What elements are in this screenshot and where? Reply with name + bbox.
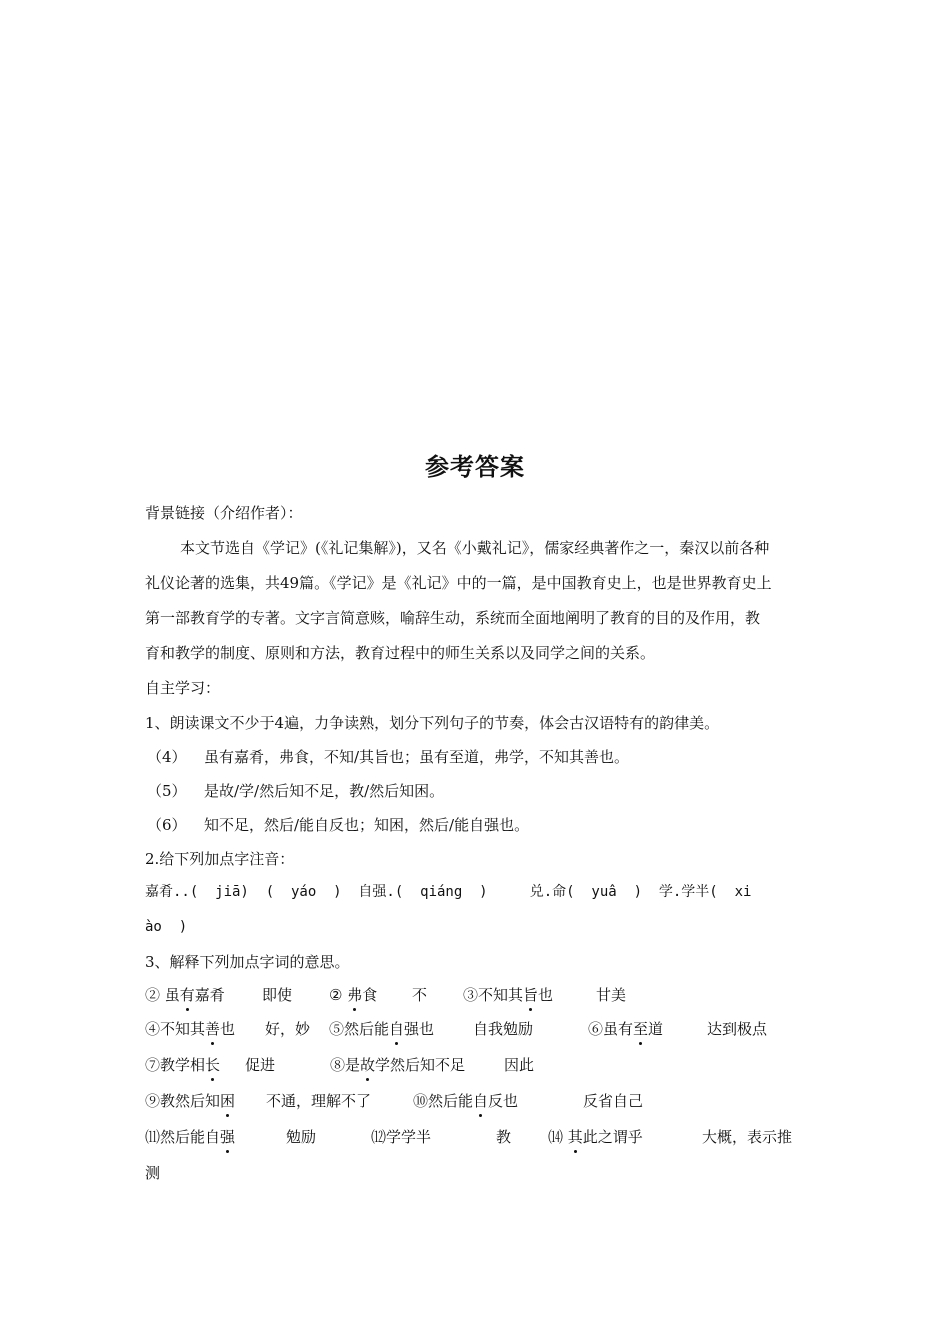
definition-meaning: 教 bbox=[496, 1128, 512, 1146]
emphasis-dot-char: 旨 bbox=[523, 986, 539, 1004]
emphasis-dot-char: 其 bbox=[567, 1128, 583, 1146]
definition-phrase: ④不知其善也 bbox=[145, 1020, 236, 1038]
definition-meaning: 因此 bbox=[504, 1056, 535, 1074]
definition-meaning: 不通，理解不了 bbox=[266, 1092, 372, 1110]
definition-phrase: ⑿学学半 bbox=[371, 1128, 432, 1146]
definition-meaning: 反省自己 bbox=[583, 1092, 644, 1110]
emphasis-dot-char: 弗 bbox=[347, 986, 363, 1004]
definition-phrase: ⒁ 其此之谓乎 bbox=[548, 1128, 643, 1146]
emphasis-dot-char: 故 bbox=[360, 1056, 376, 1074]
definition-meaning: 勉励 bbox=[286, 1128, 317, 1146]
pinyin-line-1: 嘉肴..( jiā) ( yáo ) 自强.( qiáng ) 兑.命( yuâ ) 学.学半( xi bbox=[145, 884, 752, 900]
definition-phrase: ② 弗食 bbox=[329, 986, 378, 1004]
definition-meaning: 促进 bbox=[245, 1056, 276, 1074]
emphasis-dot-char: 自 bbox=[473, 1092, 489, 1110]
question-2-prompt: 2.给下列加点字注音： bbox=[145, 850, 295, 868]
definition-phrase: ③不知其旨也 bbox=[463, 986, 554, 1004]
question-3-prompt: 3、解释下列加点字词的意思。 bbox=[145, 953, 350, 971]
emphasis-dot-char: 长 bbox=[205, 1056, 221, 1074]
definition-phrase: ⑩然后能自反也 bbox=[413, 1092, 519, 1110]
background-line-1: 本文节选自《学记》(《礼记集解》)，又名《小戴礼记》，儒家经典著作之一，秦汉以前各种 bbox=[180, 539, 770, 557]
definition-phrase: ② 虽有嘉肴 bbox=[145, 986, 225, 1004]
definition-meaning: 自我勉励 bbox=[473, 1020, 534, 1038]
background-line-2: 礼仪论著的选集，共49篇。《学记》是《礼记》中的一篇，是中国教育史上，也是世界教育史上 bbox=[145, 574, 772, 592]
background-heading: 背景链接（介绍作者）： bbox=[145, 504, 303, 522]
rhythm-item-text: 是故/学/然后知不足，教/然后知困。 bbox=[204, 782, 445, 800]
rhythm-item-text: 虽有嘉肴，弗食，不知/其旨也；虽有至道，弗学，不知其善也。 bbox=[204, 748, 630, 766]
definition-phrase: ⑥虽有至道 bbox=[588, 1020, 664, 1038]
definition-meaning: 大概，表示推 bbox=[702, 1128, 793, 1146]
definition-meaning: 好，妙 bbox=[265, 1020, 311, 1038]
emphasis-dot-char: 至 bbox=[633, 1020, 649, 1038]
pinyin-line-2: ào ) bbox=[145, 919, 188, 935]
rhythm-item-number: （4） bbox=[147, 748, 187, 766]
self-study-heading: 自主学习： bbox=[145, 679, 221, 697]
rhythm-item-number: （5） bbox=[147, 782, 187, 800]
definition-wrap: 测 bbox=[145, 1164, 161, 1182]
background-line-3: 第一部教育学的专著。文字言简意赅，喻辞生动，系统而全面地阐明了教育的目的及作用，教 bbox=[145, 609, 761, 627]
background-line-4: 育和教学的制度、原则和方法，教育过程中的师生关系以及同学之间的关系。 bbox=[145, 644, 656, 662]
emphasis-dot-char: 困 bbox=[220, 1092, 236, 1110]
definition-phrase: ⑨教然后知困 bbox=[145, 1092, 236, 1110]
rhythm-item-number: （6） bbox=[147, 816, 187, 834]
emphasis-dot-char: 自 bbox=[389, 1020, 405, 1038]
page-title: 参考答案 bbox=[425, 453, 525, 481]
rhythm-item-text: 知不足，然后/能自反也；知困，然后/能自强也。 bbox=[204, 816, 530, 834]
emphasis-dot-char: 强 bbox=[220, 1128, 236, 1146]
question-1-prompt: 1、朗读课文不少于4遍，力争读熟，划分下列句子的节奏，体会古汉语特有的韵律美。 bbox=[145, 714, 720, 732]
emphasis-dot-char: 善 bbox=[205, 1020, 221, 1038]
definition-meaning: 即使 bbox=[262, 986, 293, 1004]
definition-meaning: 不 bbox=[412, 986, 428, 1004]
emphasis-dot-char: 有 bbox=[179, 986, 195, 1004]
definition-phrase: ⑾然后能自强 bbox=[145, 1128, 236, 1146]
definition-phrase: ⑤然后能自强也 bbox=[329, 1020, 435, 1038]
definition-phrase: ⑦教学相长 bbox=[145, 1056, 221, 1074]
definition-phrase: ⑧是故学然后知不足 bbox=[330, 1056, 466, 1074]
definition-meaning: 达到极点 bbox=[707, 1020, 768, 1038]
definition-meaning: 甘美 bbox=[596, 986, 627, 1004]
